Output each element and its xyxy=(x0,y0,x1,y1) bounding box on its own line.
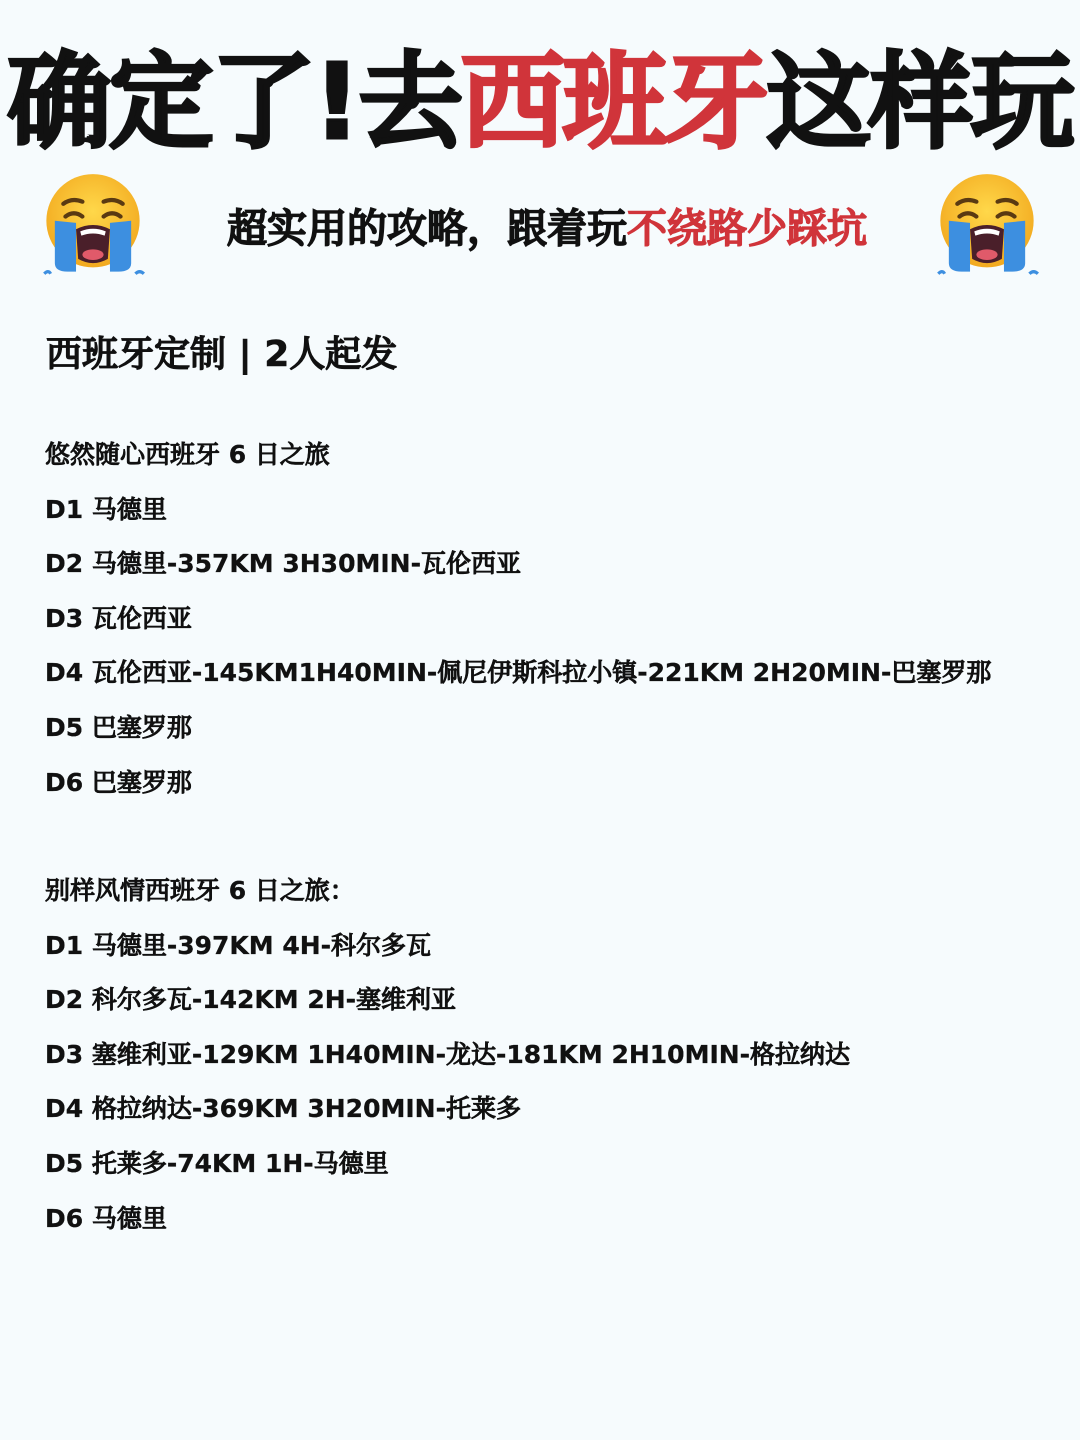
title-part2: 这样玩 xyxy=(766,41,1073,163)
itinerary-block xyxy=(45,428,1055,810)
title-part1: 确定了!去 xyxy=(7,41,461,163)
itinerary-day: D1 马德里-397KM 4H-科尔多瓦 xyxy=(45,930,432,960)
itinerary-day: D6 马德里 xyxy=(45,1203,167,1233)
section-heading: 西班牙定制 | 2人起发 xyxy=(46,334,398,375)
page-title xyxy=(0,38,1080,166)
subtitle-accent: 不绕路少踩坑 xyxy=(627,205,867,252)
itinerary-day: D2 马德里-357KM 3H30MIN-瓦伦西亚 xyxy=(45,549,521,579)
itinerary-day: D4 格拉纳达-369KM 3H20MIN-托莱多 xyxy=(45,1094,521,1124)
itinerary-day: D1 马德里 xyxy=(45,494,167,524)
itinerary-title: 别样风情西班牙 6 日之旅： xyxy=(45,876,355,905)
itinerary-day: D5 托莱多-74KM 1H-马德里 xyxy=(45,1148,389,1178)
title-accent: 西班牙 xyxy=(460,41,767,163)
itinerary-title: 悠然随心西班牙 6 日之旅 xyxy=(45,440,330,469)
itinerary-block xyxy=(45,864,1055,1246)
subtitle-row xyxy=(40,170,1040,280)
itinerary-day: D6 巴塞罗那 xyxy=(45,767,192,797)
itinerary-day: D2 科尔多瓦-142KM 2H-塞维利亚 xyxy=(45,985,457,1015)
loudly-crying-face-icon xyxy=(40,172,146,278)
itinerary-day: D3 塞维利亚-129KM 1H40MIN-龙达-181KM 2H10MIN-格拉纳达 xyxy=(45,1039,851,1069)
itinerary-day: D5 巴塞罗那 xyxy=(45,712,192,742)
subtitle-part1: 超实用的攻略，跟着玩 xyxy=(227,205,627,252)
itinerary-day: D4 瓦伦西亚-145KM1H40MIN-佩尼伊斯科拉小镇-221KM 2H20MIN-巴塞罗那 xyxy=(45,658,992,688)
itinerary-day: D3 瓦伦西亚 xyxy=(45,603,192,633)
loudly-crying-face-icon xyxy=(934,172,1040,278)
subtitle xyxy=(146,197,934,254)
